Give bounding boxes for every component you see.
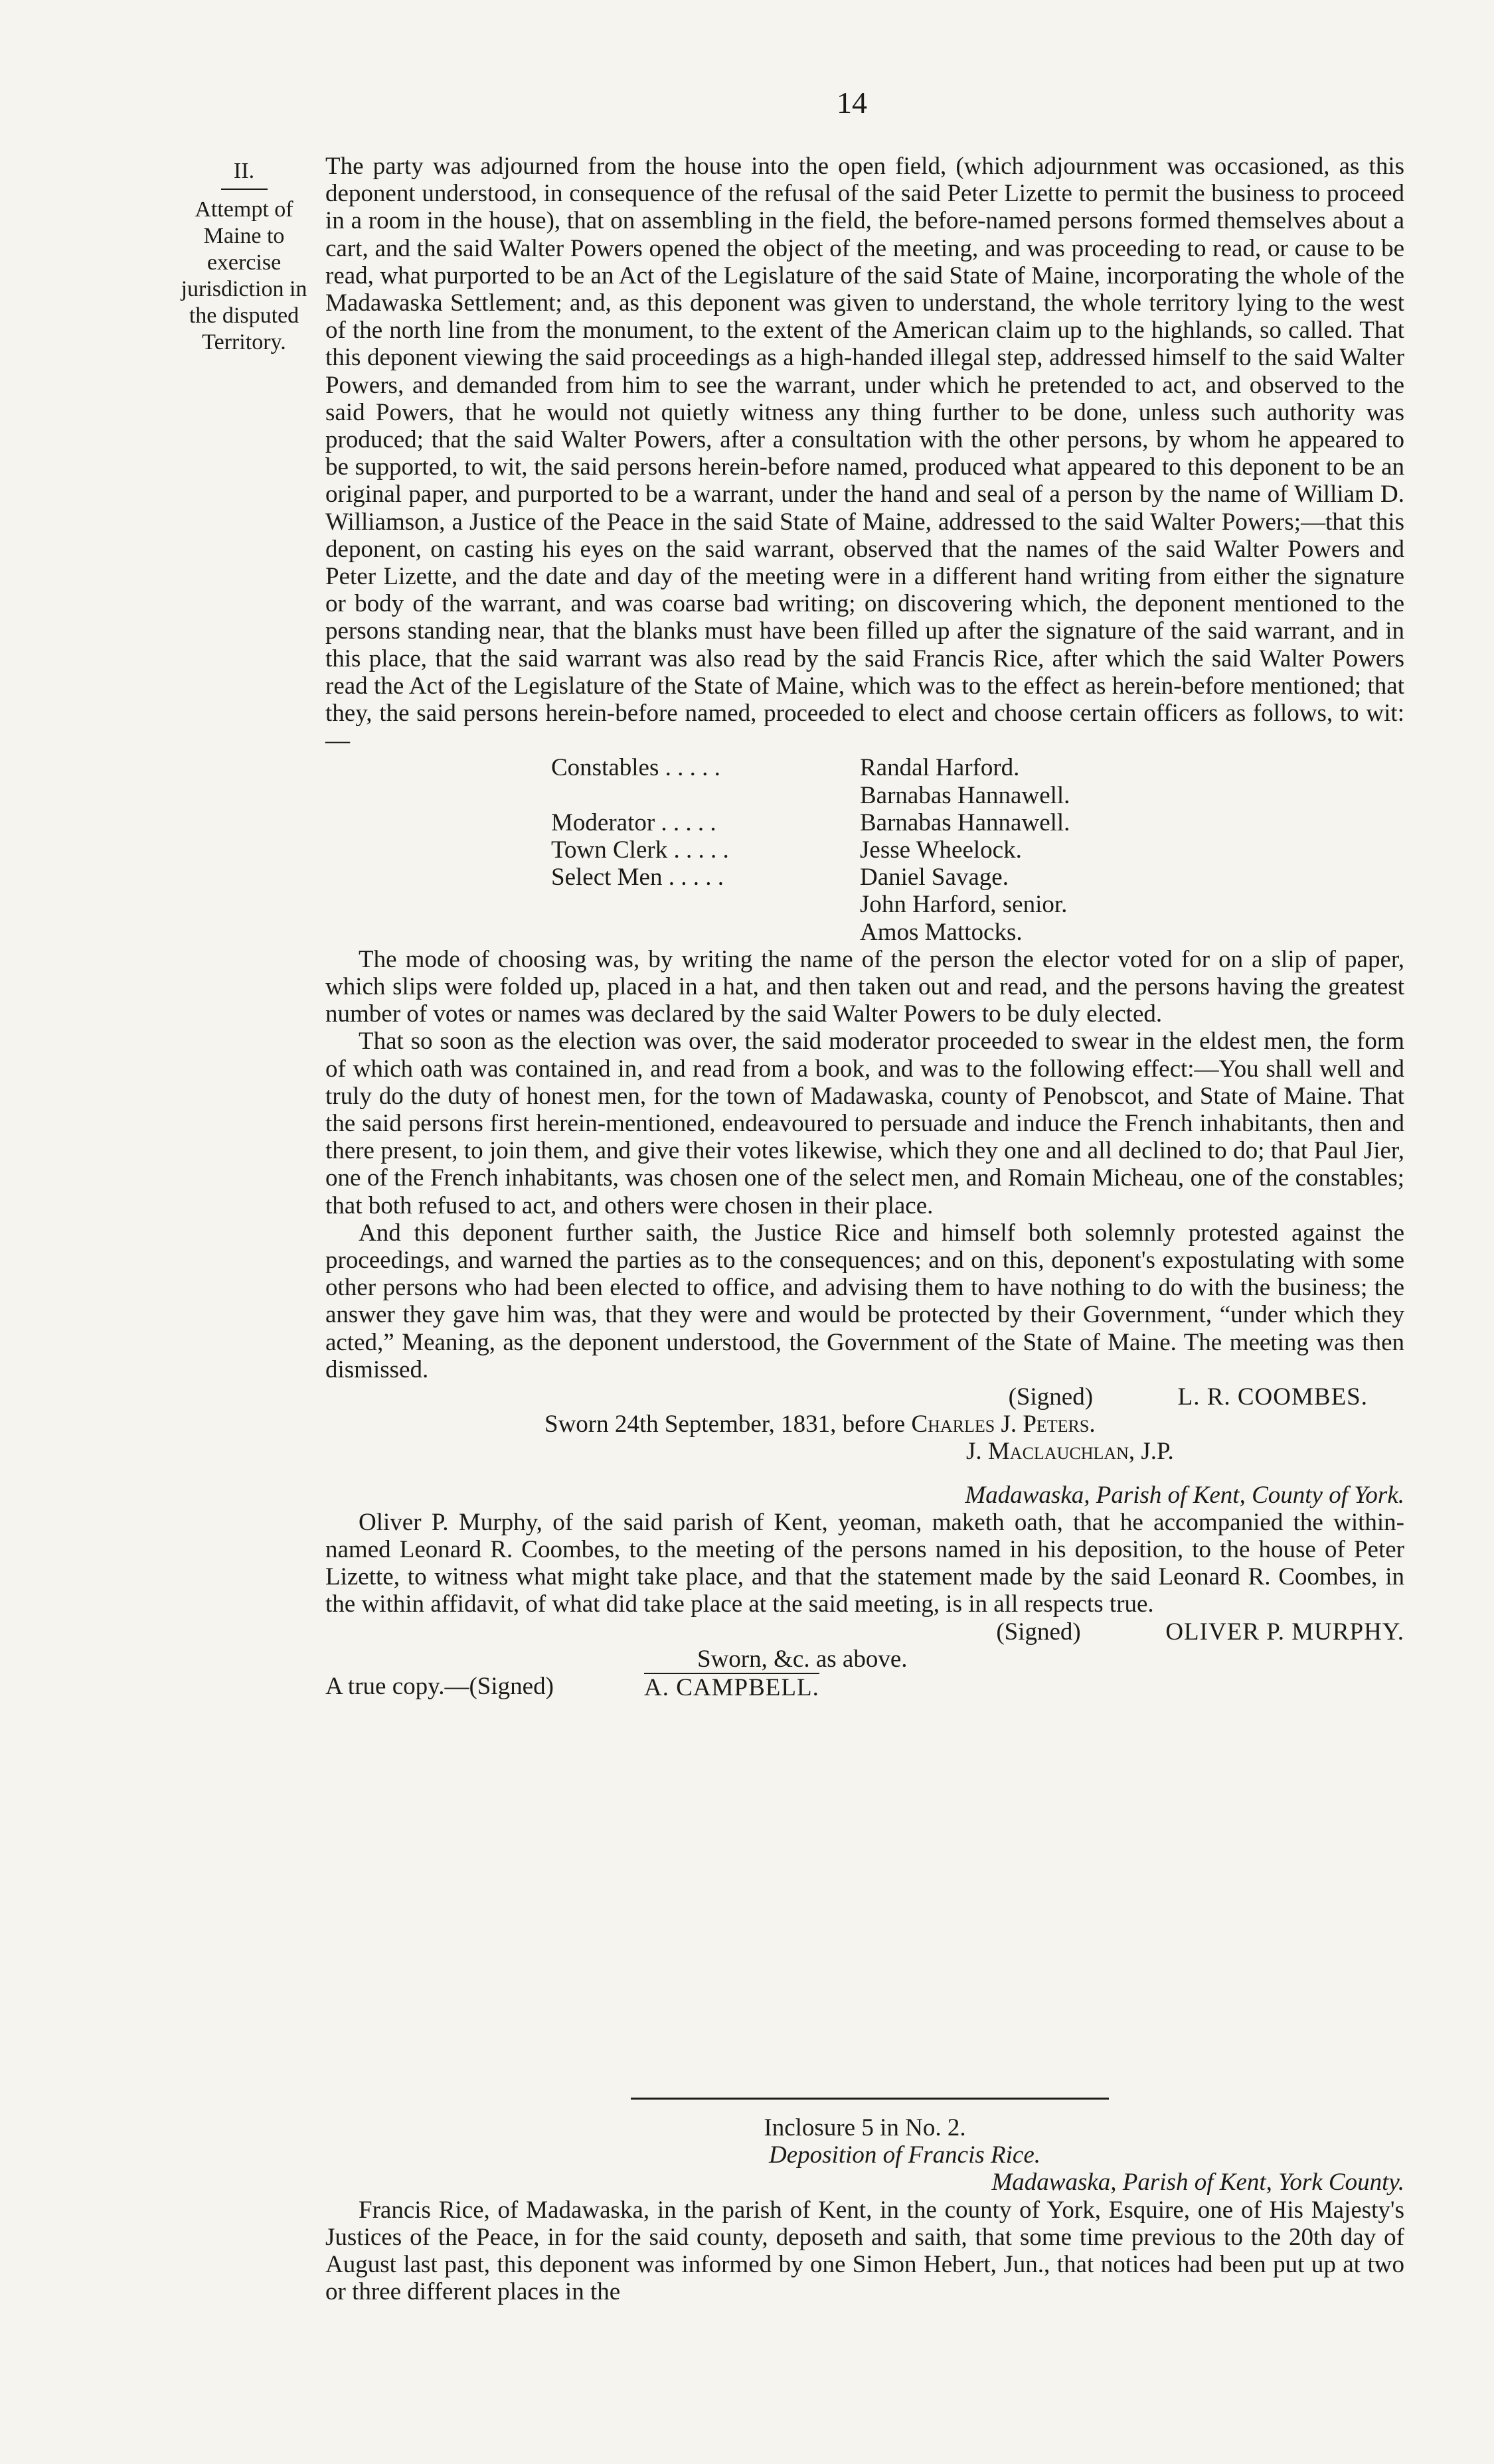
officer-role [551,782,860,809]
murphy-sworn: Sworn, &c. as above. [697,1645,908,1673]
true-copy-name: A. CAMPBELL. [644,1674,819,1702]
signer-name: OLIVER P. MURPHY. [1165,1618,1404,1646]
signed-label: (Signed) [1008,1383,1094,1411]
officer-name: Jesse Wheelock. [860,836,1022,864]
officer-row [551,809,1404,836]
inclosure-title: Deposition of Francis Rice. [769,2141,1040,2169]
officer-role [551,919,860,946]
officer-role: Select Men . . . . . [551,864,724,891]
officer-name: Barnabas Hannawell. [860,781,1070,809]
officer-name: Barnabas Hannawell. [860,809,1070,836]
section-divider [631,2098,1109,2100]
officer-role: Constables . . . . . [551,754,720,782]
true-copy-label: A true copy.—(Signed) [325,1673,554,1701]
affidavit-paragraph-3: That so soon as the election was over, the said moderator proceeded to swear in the eldest men, the form of which oath was contained in, and read from a book, and was to the following effect:—You shall well and truly do the duty of honest men, for the town of Madawaska, county of Penobscot, and State of Maine. That the said persons first herein-mentioned, endeavoured to persuade and induce the French inhabitants, then and there present, to join them, and give their votes likewise, which they one and all declined to do; that Paul Jier, one of the French inhabitants, was chosen one of the select men, and Romain Micheau, one of the constables; that both refused to act, and others were chosen in their place. [325,1028,1404,1219]
justice-name: J. Maclauchlan, J.P. [966,1438,1174,1466]
sworn-before-name: Charles J. Peters. [911,1411,1096,1438]
affidavit-paragraph-4: And this deponent further saith, the Justice Rice and himself both solemnly protested against the proceedings, and warned the parties as to the consequences; and on this, deponent's expostulating with some other persons who had been elected to office, and advising them to have nothing to do with the business; the answer they gave him was, that they were and would be protected by their Government, “under which they acted,” Meaning, as the deponent understood, the Government of the State of Maine. The meeting was then dismissed. [325,1219,1404,1383]
officer-row [551,836,1404,864]
margin-note [173,158,315,356]
murphy-paragraph: Oliver P. Murphy, of the said parish of Kent, yeoman, maketh oath, that he accompanied the within-named Leonard R. Coombes, to the meeting of the persons named in his deposition, to the house of Peter Lizette, to witness what might take place, and that the statement made by the said Leonard R. Coombes, in the within affidavit, of what did take place at the said meeting, is in all respects true. [325,1508,1404,1618]
officer-row [551,782,1404,809]
inclosure-paragraph: Francis Rice, of Madawaska, in the parish of Kent, in the county of York, Esquire, one of His Majesty's Justices of the Peace, in for the said county, deposeth and saith, that some time previous to the 20th day of August last past, this deponent was informed by one Simon Hebert, Jun., that notices had been put up at two or three different places in the [325,2196,1404,2306]
section-number: II. [233,159,255,183]
inclosure-section [325,2114,1404,2305]
officer-name: Daniel Savage. [860,864,1009,891]
officer-name: Randal Harford. [860,754,1020,782]
inclosure-place: Madawaska, Parish of Kent, York County. [991,2169,1404,2196]
officer-name: John Harford, senior. [860,891,1068,919]
affidavit-paragraph-1: The party was adjourned from the house into the open field, (which adjournment was occasioned, as this deponent understood, in consequence of the refusal of the said Peter Lizette to permit the business to proceed in a room in the house), that on assembling in the field, the before-named persons formed themselves about a cart, and the said Walter Powers opened the object of the meeting, and was proceeding to read, or cause to be read, what purported to be an Act of the Legislature of the said State of Maine, incorporating the whole of the Madawaska Settlement; and, as this deponent was given to understand, the whole territory lying to the west of the north line from the monument, to the extent of the American claim up to the highlands, so called. That this deponent viewing the said proceedings as a high-handed illegal step, addressed himself to the said Walter Powers, and demanded from him to see the warrant, under which he pretended to act, and observed to the said Powers, that he would not quietly witness any thing further to be done, unless such authority was produced; that the said Walter Powers, after a consultation with the other persons, by whom he appeared to be supported, to wit, the said persons herein-before named, produced what appeared to this deponent to be an original paper, and purported to be a warrant, under the hand and seal of a person by the name of William D. Williamson, a Justice of the Peace in the said State of Maine, addressed to the said Walter Powers;—that this deponent, on casting his eyes on the said warrant, observed that the names of the said Walter Powers and Peter Lizette, and the date and day of the meeting were in a different hand writing from either the signature or body of the warrant, and was coarse bad writing; on discovering which, the deponent mentioned to the persons standing near, that the blanks must have been filled up after the signature of the said warrant, and in this place, that the said warrant was also read by the said Francis Rice, after which the said Walter Powers read the Act of the Legislature of the State of Maine, which was to the effect as herein-before mentioned; that they, the said persons herein-before named, proceeded to elect and choose certain officers as follows, to wit:— [325,153,1404,755]
officer-role: Moderator . . . . . [551,809,716,836]
murphy-place: Madawaska, Parish of Kent, County of York. [965,1481,1404,1509]
officer-name: Amos Mattocks. [860,918,1023,946]
inclosure-heading: Inclosure 5 in No. 2. [764,2114,966,2141]
officer-role [551,891,860,918]
sworn-text: Sworn 24th September, 1831, before [544,1411,906,1438]
affidavit-paragraph-2: The mode of choosing was, by writing the name of the person the elector voted for on a slip of paper, which slips were folded up, placed in a hat, and then taken out and read, and the persons having the greatest number of votes or names was declared by the said Walter Powers to be duly elected. [325,945,1404,1028]
officers-list [551,754,1404,945]
signer-name: L. R. COOMBES. [1177,1383,1368,1411]
body-text [325,153,1404,1701]
sworn-line [325,1411,1404,1438]
officer-row [551,891,1404,918]
officer-row [551,864,1404,891]
officer-row [551,919,1404,946]
section-rule [221,189,268,190]
coombes-signature [325,1383,1404,1411]
officer-role: Town Clerk . . . . . [551,836,729,864]
officer-row [551,754,1404,781]
page-number: 14 [837,86,867,119]
margin-note-text: Attempt of Maine to exercise jurisdiction in the disputed Territory. [181,197,307,354]
true-copy-line [325,1673,1404,1701]
murphy-signature [325,1618,1404,1646]
jp-line [325,1438,1404,1465]
signed-label: (Signed) [996,1618,1081,1646]
